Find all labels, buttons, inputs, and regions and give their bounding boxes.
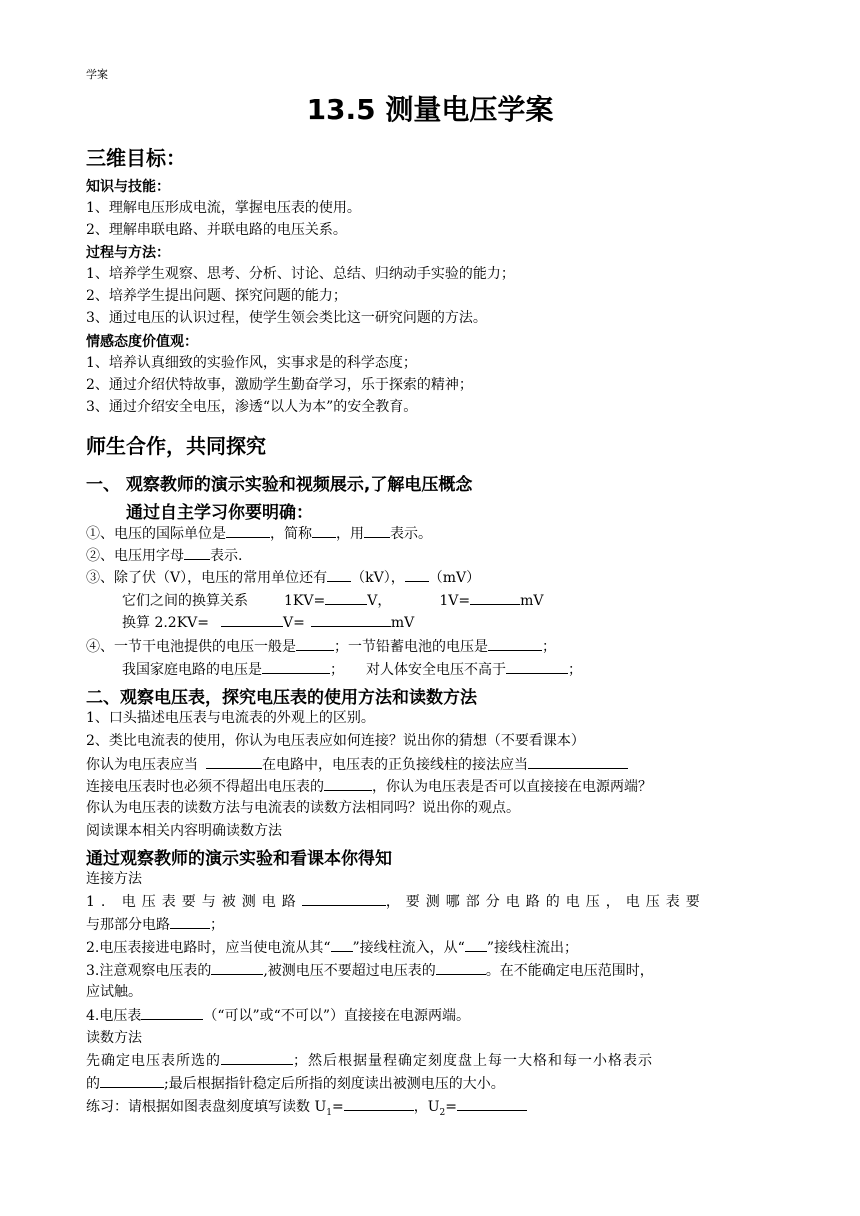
q2-text-b: 表示.: [210, 548, 243, 564]
q3-text-c: （mV）: [428, 570, 481, 586]
q4b-line: [122, 659, 582, 680]
q1-text-b: ，简称: [270, 526, 312, 542]
process-item-1: 1、培养学生观察、思考、分析、讨论、总结、归纳动手实验的能力；: [86, 266, 515, 282]
ex-text-d: =: [445, 1099, 457, 1115]
c4-text-b: （“可以”或“不可以”）直接接在电源两端。: [203, 1008, 470, 1024]
q3c-text-c: mV: [390, 615, 415, 631]
s2-l4-blank[interactable]: [324, 776, 372, 791]
connect-heading: 连接方法: [86, 871, 142, 887]
c3-blank-2[interactable]: [436, 960, 486, 975]
c4-line: [86, 1005, 470, 1026]
q1-text-a: ①、电压的国际单位是: [86, 526, 226, 542]
ex-blank-u2[interactable]: [457, 1096, 527, 1111]
q4-blank-battery[interactable]: [296, 636, 334, 651]
q3-line: [86, 567, 480, 588]
emotion-item-1: 1、培养认真细致的实验作风，实事求是的科学态度；: [86, 355, 417, 371]
c3b-line: 应试触。: [86, 984, 142, 1000]
s2-line-2: 2、类比电流表的使用，你认为电压表应如何连接？说出你的猜想（不要看课本）: [86, 733, 585, 749]
s2-subheading: 通过观察教师的演示实验和看课本你得知: [86, 849, 392, 869]
q1-blank-abbr[interactable]: [312, 523, 336, 538]
emotion-item-3: 3、通过介绍安全电压，渗透“以人为本”的安全教育。: [86, 399, 418, 415]
s2-l4-text-a: 连接电压表时也必须不得超出电压表的: [86, 779, 324, 795]
page-title: 13.5 测量电压学案: [306, 93, 554, 126]
q3b-line: [122, 590, 543, 611]
process-heading: 过程与方法：: [86, 245, 170, 261]
q3c-blank-2[interactable]: [311, 612, 391, 627]
q4-line: [86, 636, 556, 657]
r1-text-a: 先确定电压表所选的: [86, 1053, 221, 1069]
r2-line: [86, 1073, 505, 1094]
c2-text-b: ”接线柱流入，从“: [352, 940, 465, 956]
s2-l3-text-a: 你认为电压表应当: [86, 757, 198, 773]
q2-line: [86, 545, 242, 566]
q4b-text-c: 对人体安全电压不高于: [366, 662, 506, 678]
ex-text-b: =: [331, 1099, 344, 1115]
r1-text-b: ；然后根据量程确定刻度盘上每一大格和每一小格表示: [293, 1053, 653, 1069]
section1-heading: 一、 观察教师的演示实验和视频展示,了解电压概念: [86, 475, 473, 495]
q3c-text-a: 换算 2.2KV=: [122, 615, 210, 631]
r2-text-a: 的: [86, 1076, 100, 1092]
c2-line: [86, 937, 578, 958]
emotion-item-2: 2、通过介绍伏特故事，激励学生勤奋学习，乐于探索的精神；: [86, 377, 473, 393]
c3-text-b: ,被测电压不要超过电压表的: [263, 963, 436, 979]
c3-text-a: 3.注意观察电压表的: [86, 963, 212, 979]
s2-l4-text-b: ，你认为电压表是否可以直接接在电源两端？: [372, 779, 652, 795]
q4b-text-b: ；: [330, 662, 344, 678]
q3-blank-kv[interactable]: [327, 567, 351, 582]
knowledge-item-1: 1、理解电压形成电流，掌握电压表的使用。: [86, 200, 361, 216]
section1-subheading: 通过自主学习你要明确：: [126, 503, 313, 523]
c3-blank-1[interactable]: [211, 960, 263, 975]
page-header: 学案: [86, 68, 108, 81]
q4b-blank-safe[interactable]: [506, 659, 568, 674]
s2-line-1: 1、口头描述电压表与电流表的外观上的区别。: [86, 710, 375, 726]
c1b-text-b: ；: [210, 917, 224, 933]
q3b-text-c: V，: [367, 593, 392, 609]
ex-text-a: 练习：请根据如图表盘刻度填写读数 U: [86, 1099, 327, 1115]
q4b-blank-home[interactable]: [262, 659, 330, 674]
q3c-line: [122, 612, 414, 633]
exercise-line: [86, 1096, 527, 1123]
q3-blank-mv[interactable]: [405, 567, 429, 582]
knowledge-heading: 知识与技能：: [86, 179, 170, 195]
read-heading: 读数方法: [86, 1030, 142, 1046]
q1-line: [86, 523, 432, 544]
q3b-text-d: 1V=: [439, 593, 471, 609]
q4-text-b: ；一节铅蓄电池的电压是: [334, 639, 488, 655]
r2-blank[interactable]: [100, 1073, 164, 1088]
q3b-blank-2[interactable]: [470, 590, 520, 605]
s2-line-3: [86, 754, 628, 775]
r1-blank[interactable]: [221, 1050, 293, 1065]
q4b-text-a: 我国家庭电路的电压是: [122, 662, 262, 678]
s2-l3-text-b: 在电路中，电压表的正负接线柱的接法应当: [262, 757, 528, 773]
q4-text-a: ④、一节干电池提供的电压一般是: [86, 639, 296, 655]
c1b-line: [86, 914, 224, 935]
q3b-text-a: 它们之间的换算关系: [122, 593, 248, 609]
q1-blank-symbol[interactable]: [364, 523, 390, 538]
ex-sub-2: 2: [439, 1107, 446, 1118]
c1-text-a: 1. 电压表要与被测电路: [86, 894, 302, 910]
c2-text-c: ”接线柱流出；: [486, 940, 579, 956]
c2-text-a: 2.电压表接进电路时，应当使电流从其“: [86, 940, 331, 956]
ex-sub-1: 1: [326, 1107, 332, 1118]
process-item-3: 3、通过电压的认识过程，使学生领会类比这一研究问题的方法。: [86, 310, 487, 326]
s2-line-4: [86, 776, 652, 797]
section2-heading: 二、观察电压表，探究电压表的使用方法和读数方法: [86, 688, 477, 708]
q3c-text-b: V=: [283, 615, 305, 631]
q2-text-a: ②、电压用字母: [86, 548, 184, 564]
coop-heading: 师生合作，共同探究: [86, 434, 266, 458]
q4-blank-lead[interactable]: [488, 636, 542, 651]
c1-text-b: ，要测哪部分电路的电压，电压表要: [385, 894, 706, 910]
c4-blank[interactable]: [141, 1005, 203, 1020]
q3-text-b: （kV），: [351, 570, 405, 586]
c2-blank-out[interactable]: [465, 937, 487, 952]
c4-text-a: 4.电压表: [86, 1008, 142, 1024]
s2-line-6: 阅读课本相关内容明确读数方法: [86, 823, 282, 839]
c1-blank[interactable]: [302, 891, 386, 906]
ex-text-c: ，U: [413, 1099, 440, 1115]
c3-line: [86, 960, 654, 981]
r2-text-b: ;最后根据指针稳定后所指的刻度读出被测电压的大小。: [164, 1076, 505, 1092]
process-item-2: 2、培养学生提出问题、探究问题的能力；: [86, 288, 347, 304]
ex-blank-u1[interactable]: [344, 1096, 414, 1111]
emotion-heading: 情感态度价值观：: [86, 334, 198, 350]
q1-text-d: 表示。: [390, 526, 432, 542]
c1b-blank[interactable]: [170, 914, 210, 929]
s2-l3-blank-1[interactable]: [206, 754, 262, 769]
q3b-blank-1[interactable]: [325, 590, 367, 605]
q3b-text-e: mV: [520, 593, 544, 609]
c1-line: [86, 891, 706, 912]
q2-blank-letter[interactable]: [184, 545, 210, 560]
q4-text-c: ；: [542, 639, 556, 655]
q4b-text-d: ；: [568, 662, 582, 678]
q3-text-a: ③、除了伏（V），电压的常用单位还有: [86, 570, 328, 586]
goals-heading: 三维目标：: [86, 146, 186, 170]
r1-line: [86, 1050, 653, 1071]
knowledge-item-2: 2、理解串联电路、并联电路的电压关系。: [86, 222, 347, 238]
q3c-blank-1[interactable]: [221, 612, 283, 627]
s2-line-5: 你认为电压表的读数方法与电流表的读数方法相同吗？说出你的观点。: [86, 800, 520, 816]
q1-blank-unit[interactable]: [226, 523, 270, 538]
c3-text-c: 。在不能确定电压范围时，: [485, 963, 654, 979]
s2-l3-blank-2[interactable]: [528, 754, 628, 769]
q1-text-c: ，用: [336, 526, 364, 542]
c2-blank-in[interactable]: [331, 937, 353, 952]
c1b-text-a: 与那部分电路: [86, 917, 170, 933]
q3b-text-b: 1KV=: [284, 593, 326, 609]
